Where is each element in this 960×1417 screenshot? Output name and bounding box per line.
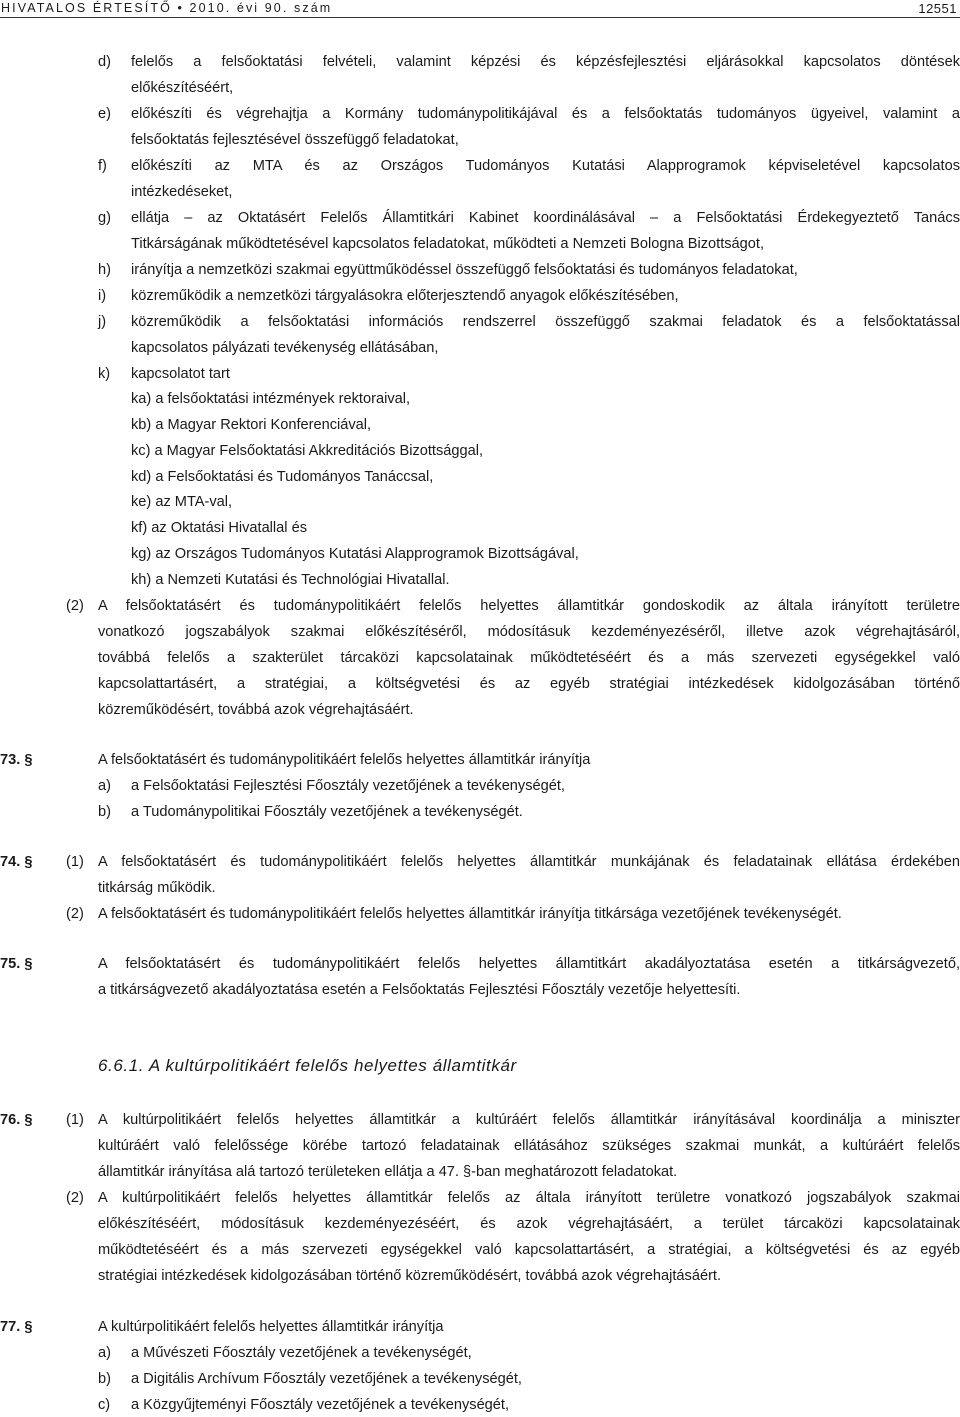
item-text-line: a Tudománypolitikai Főosztály vezetőjének a tevékenységét. [131,804,523,820]
paragraph-line: A kultúrpolitikáért felelős helyettes államtitkár felelős az általa irányított területre vonatkozó jogszabályok szakmai [98,1190,960,1206]
item-marker: f) [98,158,107,174]
item-marker: d) [98,54,111,70]
item-marker: j) [98,314,107,330]
item-marker: b) [98,804,111,820]
paragraph-line: vonatkozó jogszabályok szakmai előkészítéséről, módosításuk kezdeményezéséről, illetve azok végrehajtásáról, [98,624,960,640]
item-text-line: felelős a felsőoktatási felvételi, valamint képzési és képzésfejlesztési eljárásokkal kapcsolatos döntések [131,54,960,70]
paragraph-marker: (1) [66,854,84,870]
paragraph-line: államtitkár irányítása alá tartozó területeken ellátja a 47. §-ban meghatározott feladatokat. [98,1164,678,1180]
item-text-line: előkészíti az MTA és az Országos Tudományos Kutatási Alapprogramok képviseletével kapcsolatos [131,158,960,174]
item-text-line: Titkárságának működtetésével kapcsolatos feladatokat, működteti a Nemzeti Bologna Bizottságot, [131,236,765,252]
item-marker: i) [98,288,107,304]
item-text-line: a Felsőoktatási Fejlesztési Főosztály vezetőjének a tevékenységét, [131,778,565,794]
sub-item: kc) a Magyar Felsőoktatási Akkreditációs Bizottsággal, [131,443,484,459]
paragraph-marker: (2) [66,1190,84,1206]
item-marker: k) [98,366,111,382]
item-marker: b) [98,1371,111,1387]
paragraph-marker: (2) [66,598,84,614]
item-text-line: kapcsolatos pályázati tevékenység ellátásában, [131,340,439,356]
item-marker: a) [98,778,111,794]
item-text-line: ellátja – az Oktatásért Felelős Államtitkári Kabinet koordinálásával – a Felsőoktatási Érdekegyeztető Tanács [131,210,960,226]
item-text-line: intézkedéseket, [131,184,233,200]
item-marker: a) [98,1345,111,1361]
section-intro: A felsőoktatásért és tudománypolitikáért felelős helyettes államtitkár irányítja [98,752,591,768]
paragraph-line: közreműködésért, továbbá azok végrehajtásáért. [98,702,414,718]
item-text-line: kapcsolatot tart [131,366,230,382]
sub-item: kg) az Országos Tudományos Kutatási Alapprogramok Bizottságával, [131,546,579,562]
paragraph-line: működtetéséért és a más szervezeti egységekkel való kapcsolattartásért, a stratégiai, a költségvetési és az egyéb [98,1242,960,1258]
sub-item: ke) az MTA-val, [131,494,233,510]
item-text-line: felsőoktatás fejlesztésével összefüggő feladatokat, [131,132,459,148]
sub-item: kb) a Magyar Rektori Konferenciával, [131,417,372,433]
paragraph-line: titkárság működik. [98,880,216,896]
paragraph-line: A felsőoktatásért és tudománypolitikáért felelős helyettes államtitkár gondoskodik az általa irányított területre [98,598,960,614]
item-text-line: a Digitális Archívum Főosztály vezetőjének a tevékenységét, [131,1371,522,1387]
section-number: 76. § [0,1112,33,1128]
paragraph-line: A felsőoktatásért és tudománypolitikáért felelős helyettes államtitkár munkájának és feladatainak ellátása érdekében [98,854,960,870]
page-number: 12551 [918,1,957,16]
paragraph-line: kapcsolattartásért, a stratégiai, a költségvetési és az egyéb stratégiai intézkedések kidolgozásában történő [98,676,960,692]
item-text-line: a Közgyűjteményi Főosztály vezetőjének a tevékenységét, [131,1397,510,1413]
item-text-line: közreműködik a felsőoktatási információs rendszerrel összefüggő szakmai feladatok és a felsőoktatással [131,314,960,330]
section-number: 73. § [0,752,33,768]
paragraph-marker: (2) [66,906,84,922]
item-text-line: előkészíti és végrehajtja a Kormány tudománypolitikájával és a felsőoktatás tudományos ügyeivel, valamint a [131,106,960,122]
header-rule [0,17,960,18]
item-marker: e) [98,106,111,122]
paragraph-line: A felsőoktatásért és tudománypolitikáért felelős helyettes államtitkár irányítja titkársága vezetőjének tevékenységét. [98,906,842,922]
page-header [0,0,960,22]
section-number: 75. § [0,956,33,972]
section-number: 77. § [0,1319,33,1335]
paragraph-marker: (1) [66,1112,84,1128]
sub-item: kh) a Nemzeti Kutatási és Technológiai Hivatallal. [131,572,450,588]
sub-item: kd) a Felsőoktatási és Tudományos Tanáccsal, [131,469,434,485]
paragraph-line: továbbá felelős a szakterület tárcaközi kapcsolatainak működtetéséért és a más szervezeti egységekkel való [98,650,960,666]
paragraph-line: előkészítéséért, módosításuk kezdeményezéséért, és azok végrehajtásáért, a terület tárcaközi kapcsolatainak [98,1216,960,1232]
item-text-line: irányítja a nemzetközi szakmai együttműködéssel összefüggő felsőoktatási és tudományos feladatokat, [131,262,798,278]
item-marker: c) [98,1397,111,1413]
item-text-line: előkészítéséért, [131,80,234,96]
sub-item: ka) a felsőoktatási intézmények rektoraival, [131,391,411,407]
paragraph-line: stratégiai intézkedések kidolgozásában történő közreműködésért, továbbá azok végrehajtásáért. [98,1268,722,1284]
item-marker: h) [98,262,111,278]
section-intro: A kultúrpolitikáért felelős helyettes államtitkár irányítja [98,1319,444,1335]
item-text-line: a Művészeti Főosztály vezetőjének a tevékenységét, [131,1345,472,1361]
paragraph-line: A kultúrpolitikáért felelős helyettes államtitkár a kultúráért felelős államtitkár irányításával koordinálja a miniszter [98,1112,960,1128]
sub-item: kf) az Oktatási Hivatallal és [131,520,307,536]
section-number: 74. § [0,854,33,870]
item-text-line: közreműködik a nemzetközi tárgyalásokra előterjesztendő anyagok előkészítésében, [131,288,679,304]
paragraph-line: kultúráért való felelőssége körébe tartozó feladatainak ellátásához szükséges szakmai munkát, a kultúráért felelős [98,1138,960,1154]
paragraph-line: a titkárságvezető akadályoztatása esetén a Felsőoktatás Fejlesztési Főosztály vezetője helyettesíti. [98,982,741,998]
paragraph-line: A felsőoktatásért és tudománypolitikáért felelős helyettes államtitkárt akadályoztatása esetén a titkárságvezető, [98,956,960,972]
journal-title: HIVATALOS ÉRTESÍTŐ • 2010. évi 90. szám [1,1,333,15]
section-heading: 6.6.1. A kultúrpolitikáért felelős helyettes államtitkár [98,1056,517,1075]
item-marker: g) [98,210,111,226]
